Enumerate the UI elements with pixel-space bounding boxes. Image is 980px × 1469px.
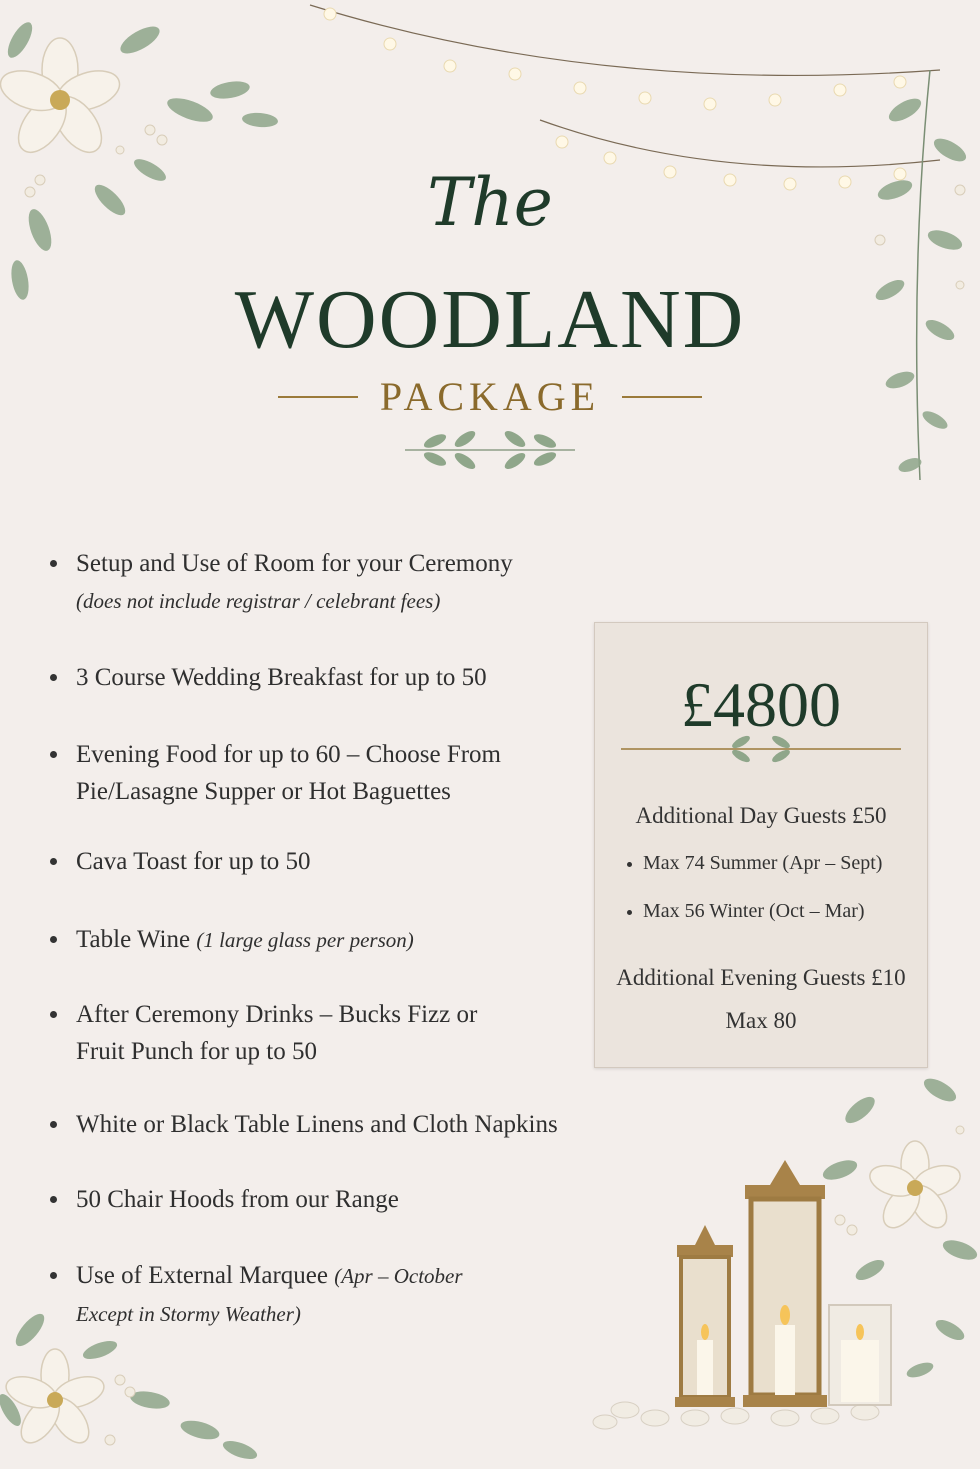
evening-guests-price: Additional Evening Guests £10 xyxy=(616,965,906,990)
feature-text: 3 Course Wedding Breakfast for up to 50 xyxy=(76,664,487,691)
divider-right xyxy=(622,396,702,398)
feature-text: Table Wine xyxy=(76,926,197,953)
evening-max: Max 80 xyxy=(725,1008,797,1033)
divider-left xyxy=(278,396,358,398)
price: £4800 xyxy=(681,669,841,740)
page-subtitle: PACKAGE xyxy=(379,374,601,419)
list-item xyxy=(48,736,546,810)
list-item xyxy=(48,659,596,696)
lantern-small xyxy=(675,1225,735,1407)
leaf-sprig-icon xyxy=(621,731,901,767)
candle-icon xyxy=(829,1305,891,1405)
list-item xyxy=(48,996,516,1070)
feature-text: 50 Chair Hoods from our Range xyxy=(76,1186,399,1213)
feature-note: (does not include registrar / celebrant fees) xyxy=(76,589,441,613)
list-item xyxy=(48,545,596,620)
leaf-sprig-icon xyxy=(395,425,585,475)
feature-note: (1 large glass per person) xyxy=(196,928,414,952)
lantern-icon xyxy=(585,1160,915,1430)
day-limit-winter: Max 56 Winter (Oct – Mar) xyxy=(625,900,933,923)
floral-corner-icon xyxy=(0,0,300,320)
subtitle-row xyxy=(270,372,710,422)
feature-text: White or Black Table Linens and Cloth Napkins xyxy=(76,1111,558,1138)
feature-text: After Ceremony Drinks – Bucks Fizz or Fruit Punch for up to 50 xyxy=(76,1001,478,1065)
feature-text: Setup and Use of Room for your Ceremony xyxy=(76,550,513,577)
list-item xyxy=(48,843,596,880)
page-title: WOODLAND xyxy=(234,273,746,366)
day-guests-price: Additional Day Guests £50 xyxy=(635,803,887,828)
price-card xyxy=(594,622,928,1068)
list-item xyxy=(48,1106,596,1143)
floral-corner-icon xyxy=(0,1300,270,1469)
feature-text: Evening Food for up to 60 – Choose From Pie/Lasagne Supper or Hot Baguettes xyxy=(76,741,501,805)
list-item xyxy=(48,921,596,959)
feature-text: Use of External Marquee xyxy=(76,1262,335,1289)
title-the: The xyxy=(427,164,553,241)
list-item xyxy=(48,1181,596,1218)
feature-note: (Apr – October Except in Stormy Weather) xyxy=(76,1264,463,1326)
feature-text: Cava Toast for up to 50 xyxy=(76,848,311,875)
day-limit-summer: Max 74 Summer (Apr – Sept) xyxy=(625,852,933,875)
lantern-tall xyxy=(743,1160,827,1407)
